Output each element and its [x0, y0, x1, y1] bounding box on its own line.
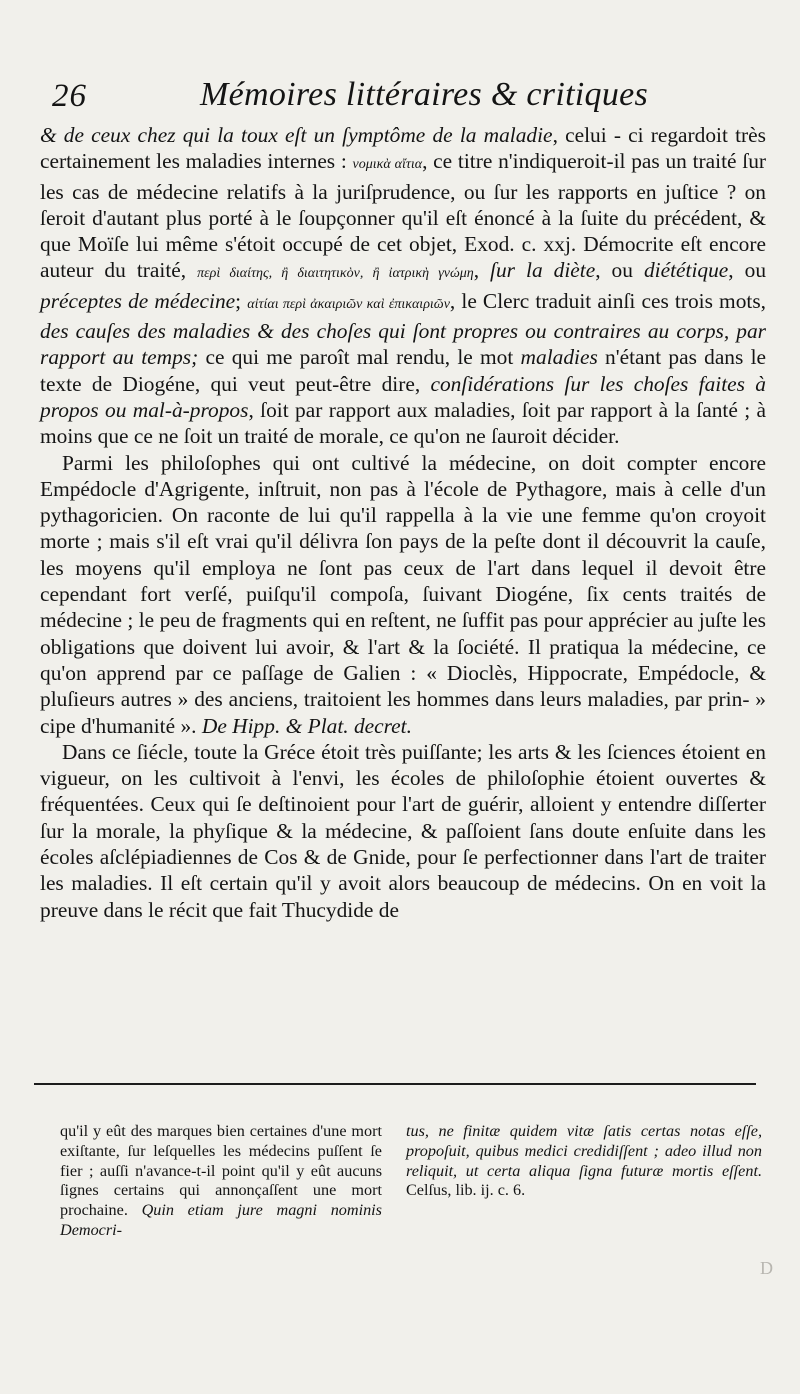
footnote-rule — [34, 1083, 756, 1085]
italic-phrase: De Hipp. & Plat. decret. — [201, 713, 412, 738]
text-run: , le Clerc traduit ainſi ces trois mots, — [449, 288, 767, 313]
text-run: , celui - ci regardoit très certainement les maladies internes : — [40, 123, 766, 174]
italic-phrase: préceptes de médecine — [40, 288, 236, 313]
paragraph-2 — [40, 450, 766, 739]
text-run: , ou — [728, 258, 767, 283]
text-run: ; — [235, 288, 248, 313]
page-number: 26 — [52, 78, 87, 114]
text-run: , — [473, 258, 491, 283]
footnote-left-column — [60, 1122, 382, 1241]
italic-phrase: conſidérations ſur les choſes faites à propos ou mal-à-propos — [40, 371, 766, 422]
text-run: ce qui me paroît mal rendu, le mot — [198, 345, 521, 370]
signature-mark: D — [760, 1258, 773, 1278]
text-run: , ſoit par rapport aux maladies, ſoit par rapport à la ſanté ; à moins que ce ne ſoit un traité de morale, ce qu'on ne ſauroit décider. — [40, 397, 766, 449]
italic-phrase: ſur la diète — [490, 258, 596, 283]
text-run: qu'il y eût des marques bien certaines d'une mort exiſtante, ſur leſquelles les médecins puſſent ſe fier ; auſſi n'avance-t-il point qu'il y eût aucuns ſignes certains qui annonçaſſent une mort prochaine. — [60, 1122, 382, 1220]
italic-phrase: des cauſes des maladies & des choſes qui ſont propres ou contraires au corps, par rapport au temps; — [40, 319, 766, 370]
italic-phrase: maladies — [520, 345, 598, 370]
italic-phrase: diététique — [643, 258, 729, 283]
paragraph-3 — [40, 739, 766, 923]
text-run: Dans ce ſiécle, toute la Gréce étoit très puiſſante; les arts & les ſciences étoient en vigueur, on les cultivoit à l'envi, les écoles de philoſophie étoient ouvertes & fréquentées. Ceux qui ſe deſtinoient pour l'art de guérir, alloient y entendre diſſerter ſur la morale, la phyſique & la médecine, & paſſoient ſans doute enſuite dans les écoles aſclépiadiennes de Cos & de Gnide, pour ſe perfectionner dans l'art de traiter les maladies. Il eſt certain qu'il y avoit alors beaucoup de médecins. On en voit la preuve dans le récit que fait Thucydide de — [40, 739, 766, 922]
greek-phrase: αἰτίαι περὶ ἀκαιριῶν καὶ ἐπικαιριῶν — [247, 296, 450, 312]
text-run: n'étant pas dans le texte de Diogéne, qui veut peut-être dire, — [40, 345, 767, 396]
text-run: , ou — [595, 258, 644, 283]
text-run: , ce titre n'indiqueroit-il pas un traité ſur les cas de médecine relatifs à la juriſprudence, ou ſur les rapports en juſtice ? on ſeroit d'autant plus porté à le ſoupçonner qu'il eſt énoncé à la ſuite du précédent, & que Moïſe lui même s'étoit occupé de cet objet, Exod. c. xxj. Démocrite eſt encore auteur du traité, — [40, 149, 767, 283]
italic-phrase: Quin etiam jure magni nominis Democri- — [60, 1201, 382, 1239]
footnote-right-column — [406, 1122, 762, 1201]
italic-phrase: tus, ne finitæ quidem vitæ ſatis certas notas eſſe, propoſuit, quibus medici credidiſſent ; adeo illud non reliquit, ut certa aliqua ſigna futuræ mortis eſſent. — [406, 1122, 762, 1180]
greek-phrase: νομικὰ αἴτια — [352, 157, 423, 173]
text-run: Parmi les philoſophes qui ont cultivé la médecine, on doit compter encore Empédocle d'Agrigente, inſtruit, non pas à l'école de Pythagore, mais à celle d'un pythagoricien. On raconte de lui qu'il rappella à la vie une femme qu'on croyoit morte ; mais s'il eſt vrai qu'il délivra ſon pays de la peſte dont il découvrit la cauſe, les moyens qu'il employa ne ſont pas ceux de l'art dans lequel il devoit être cependant fort verſé, puiſqu'il compoſa, ſuivant Diogéne, ſix cents traités de médecine ; le peu de fragments qui en reſtent, ne ſuffit pas pour apprécier au juſte les obligations que doivent lui avoir, & l'art & la ſociété. Il pratiqua la médecine, ce qu'on apprend par ce paſſage de Galien : « Dioclès, Hippocrate, Empédocle, & pluſieurs autres » des anciens, traitoient les hommes dans leurs maladies, par prin- » cipe d'humanité ». — [40, 450, 766, 738]
paragraph-1 — [40, 122, 766, 450]
page-header — [52, 76, 772, 126]
greek-phrase: περὶ διαίτης, ἢ διαιτητικὸν, ἢ ἰατρικὴ γνώμη — [197, 266, 474, 282]
running-title: Mémoires littéraires & critiques — [200, 76, 649, 113]
italic-phrase: & de ceux chez qui la toux eſt un ſymptôme de la maladie — [40, 123, 553, 147]
main-text — [40, 122, 766, 923]
text-run: Celſus, lib. ij. c. 6. — [406, 1181, 526, 1200]
